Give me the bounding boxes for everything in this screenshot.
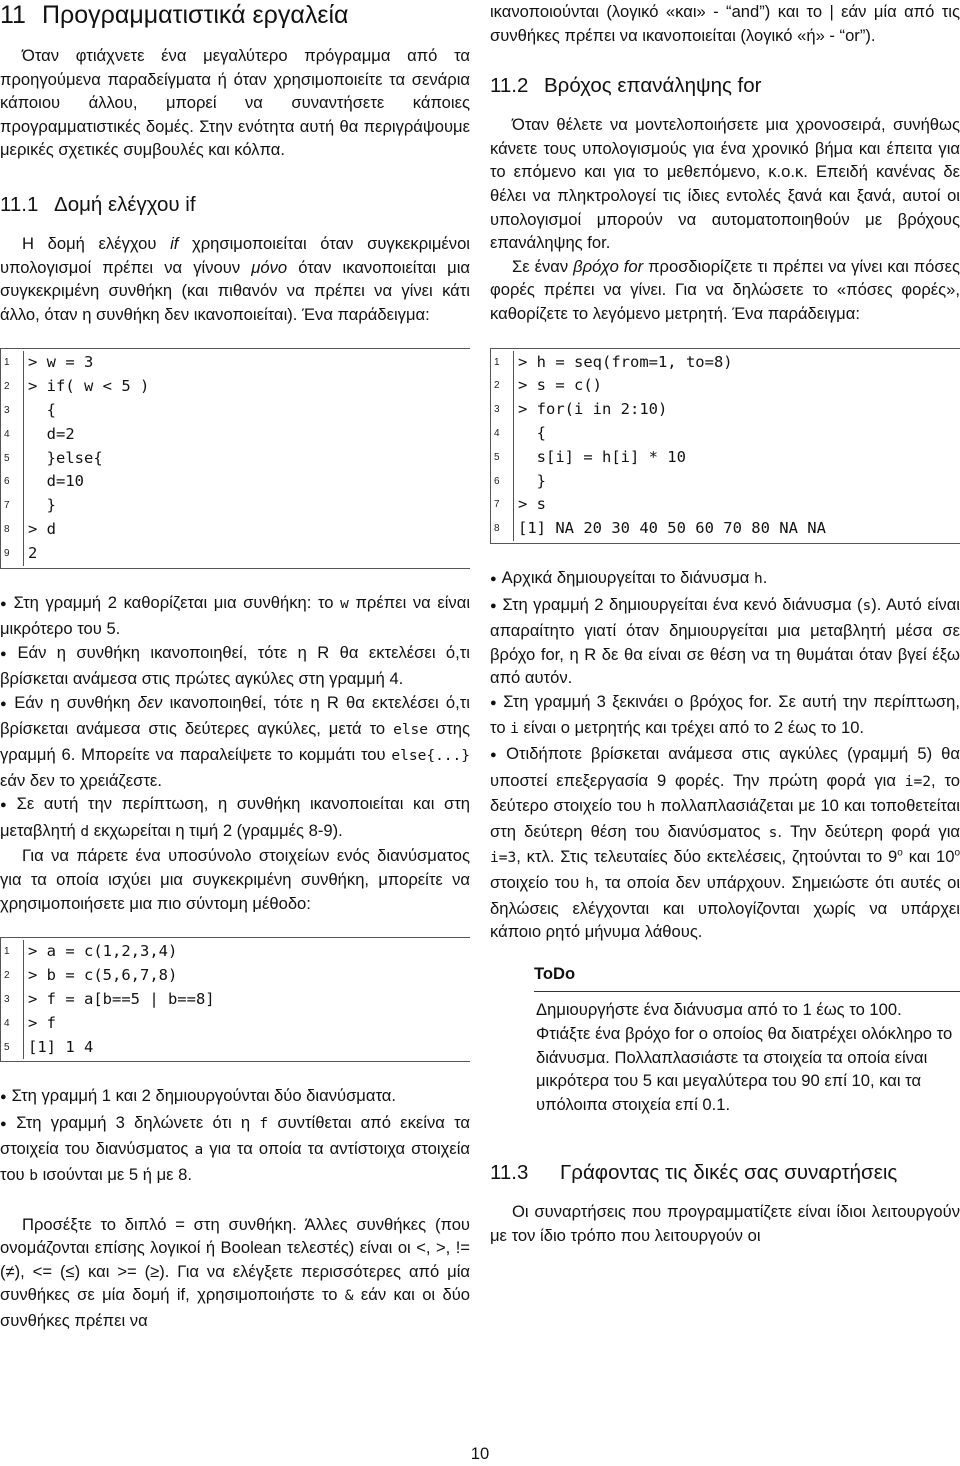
line-number: 4 [490, 422, 514, 446]
section-heading-11-3 [490, 1160, 960, 1186]
code-text: 2 [28, 543, 38, 562]
code-text: [1] 1 4 [28, 1037, 94, 1056]
code-text: > w = 3 [28, 353, 94, 372]
code-text: > f = a[b==5 | b==8] [28, 989, 215, 1008]
line-number: 2 [0, 375, 24, 399]
for-example-paragraph: Σε έναν βρόχο for προσδιορίζετε τι πρέπει να γίνει και πόσες φορές πρέπει να γίνει. Για να δηλώσετε το «πόσες φορές», καθορίζετε το λεγόμενο μετρητή. Ένα παράδειγμα: [490, 256, 960, 323]
if-intro-paragraph: Η δομή ελέγχου if χρησιμοποιείται όταν συγκεκριμένοι υπολογισμοί πρέπει να γίνουν μόνο όταν ικανοποιείται μια συγκεκριμένη συνθήκη (και πιθανόν να πρέπει να γίνει κάτι άλλο, όταν η συνθήκη δεν ικανοποιείται). Ένα παράδειγμα: [0, 233, 470, 324]
page-number: 10 [470, 1444, 490, 1463]
line-number: 1 [0, 940, 24, 964]
section-title: Βρόχος επανάληψης for [544, 74, 762, 98]
list-item: ● Εάν η συνθήκη ικανοποιηθεί, τότε η R θα εκτελέσει ό,τι βρίσκεται ανάμεσα στις πρώτες αγκύλες στη γραμμή 4. [0, 641, 470, 691]
code-line [491, 374, 960, 398]
if-bullets [0, 591, 470, 845]
list-item: ● Αρχικά δημιουργείται το διάνυσμα h. [490, 566, 960, 593]
subset-paragraph: Για να πάρετε ένα υποσύνολο στοιχείων ενός διανύσματος για τα οποία ισχύει μια συγκεκριμένη συνθήκη, μπορείτε να χρησιμοποιήσετε μια πιο σύντομη μέθοδο: [0, 846, 470, 913]
code-line [1, 964, 470, 988]
for-bullets [490, 566, 960, 944]
code-text: > d [28, 520, 56, 539]
line-number: 3 [0, 399, 24, 423]
code-text: > h = seq(from=1, to=8) [518, 352, 733, 371]
code-line [1, 423, 470, 447]
line-number: 5 [490, 446, 514, 470]
code-text: [1] NA 20 30 40 50 60 70 80 NA NA [518, 519, 826, 538]
subset-bullets [0, 1084, 470, 1188]
code-text: { [518, 424, 546, 443]
list-item: ● Στη γραμμή 2 δημιουργείται ένα κενό διάνυσμα (s). Αυτό είναι απαραίτητο γιατί όταν δημιουργείται μια μεταβλητή μέσα σε βρόχο for, η R δε θα είναι σε θέση να τη θυμάται όταν βγεί έξω από αυτόν. [490, 593, 960, 690]
code-line [491, 351, 960, 375]
code-listing-for [490, 348, 960, 544]
section-heading-11-2 [490, 73, 960, 99]
section-heading-11-1 [0, 192, 470, 218]
list-item: ● Στη γραμμή 2 καθορίζεται μια συνθήκη: το w πρέπει να είναι μικρότερο του 5. [0, 591, 470, 641]
code-text: > a = c(1,2,3,4) [28, 942, 178, 961]
operators-paragraph: Προσέξτε το διπλό = στη συνθήκη. Άλλες συνθήκες (που ονομάζονται επίσης λογικοί ή Boolean τελεστές) είναι οι <, >, != (≠), <= (≤) και >= (≥). Για να ελέγξετε περισσότερες από μία συνθήκες σε μία δομή if, χρησιμοποιήστε το & εάν και οι δύο συνθήκες πρέπει να [0, 1214, 471, 1330]
line-number: 3 [0, 988, 24, 1012]
code-line [1, 940, 470, 964]
code-text: > s [518, 495, 546, 514]
continued-paragraph: ικανοποιούνται (λογικό «και» - “and”) και το | εάν μία από τις συνθήκες πρέπει να ικανοποιείται (λογικό «ή» - “or”). [490, 2, 960, 45]
list-item: ● Οτιδήποτε βρίσκεται ανάμεσα στις αγκύλες (γραμμή 5) θα υποστεί επεξεργασία 9 φορές. Την πρώτη φορά για i=2, το δεύτερο στοιχείο του h πολλαπλασιάζεται με 10 και τοποθετείται στη δεύτερη θέση του διανύσματος s. Την δεύτερη φορά για i=3, κτλ. Στις τελευταίες δύο εκτελέσεις, ζητούνται το $9^o$ και $10^o$ στοιχείο του h, τα οποία δεν υπάρχουν. Σημειώστε ότι αυτές οι δηλώσεις ελέγχονται και υπολογίζονται χωρίς να υπάρχει κάποιο ρητό μήνυμα λάθους. [490, 742, 960, 944]
intro-paragraph: Όταν φτιάχνετε ένα μεγαλύτερο πρόγραμμα από τα προηγούμενα παραδείγματα ή όταν χρησιμοποιείτε τα σενάρια κάποιου άλλου, μπορεί να συναντήσετε κάποιες προγραμματιστικές δομές. Στην ενότητα αυτή θα περιγράψουμε μερικές σχετικές συμβουλές και κόλπα. [0, 46, 470, 160]
line-number: 3 [490, 398, 514, 422]
code-text: > s = c() [518, 376, 602, 395]
line-number: 2 [490, 374, 514, 398]
list-item: ● Εάν η συνθήκη δεν ικανοποιηθεί, τότε η R θα εκτελέσει ό,τι βρίσκεται ανάμεσα στις δεύτερες αγκύλες, μετά το else στης γραμμή 6. Μπορείτε να παραλείψετε το κομμάτι του else{...} εάν δεν το χρειάζεστε. [0, 691, 470, 792]
code-text: s[i] = h[i] * 10 [518, 447, 686, 466]
list-item: ● Στη γραμμή 3 δηλώνετε ότι η f συντίθεται από εκείνα τα στοιχεία του διανύσματος a για τα οποία τα αντίστοιχα στοιχεία του b ισούνται με 5 ή με 8. [0, 1111, 470, 1189]
todo-title: ToDo [534, 963, 576, 983]
code-line [1, 399, 470, 423]
code-line [491, 398, 960, 422]
line-number: 6 [0, 470, 24, 494]
code-text: d=10 [28, 472, 84, 491]
line-number: 2 [0, 964, 24, 988]
code-line [1, 1035, 470, 1059]
line-number: 8 [0, 518, 24, 542]
todo-content [534, 991, 960, 1116]
list-item: ● Σε αυτή την περίπτωση, η συνθήκη ικανοποιείται και στη μεταβλητή d εκχωρείται η τιμή 2 (γραμμές 8-9). [0, 792, 470, 844]
code-text: { [28, 401, 56, 420]
todo-box [490, 962, 960, 1117]
section-title: Δομή ελέγχου if [54, 192, 196, 216]
code-line [1, 988, 470, 1012]
code-line [491, 493, 960, 517]
code-line [1, 518, 470, 542]
list-item: ● Στη γραμμή 3 ξεκινάει ο βρόχος for. Σε αυτή την περίπτωση, το i είναι ο μετρητής και τρέχει από το 2 έως το 10. [490, 690, 960, 742]
section-number: 11.2 [490, 74, 529, 98]
code-text: d=2 [28, 424, 75, 443]
line-number: 6 [490, 470, 514, 494]
code-line [1, 494, 470, 518]
section-number: 11.1 [0, 192, 39, 216]
code-line [1, 542, 470, 566]
left-column [0, 0, 470, 1333]
code-text: > b = c(5,6,7,8) [28, 966, 178, 985]
for-intro-paragraph: Όταν θέλετε να μοντελοποιήσετε μια χρονοσειρά, συνήθως κάνετε τους υπολογισμούς για ένα χρονικό βήμα και έπειτα για το επόμενο και για το μεθεπόμενο, κ.ο.κ. Επειδή κανένας δε θέλει να πληκτρολογεί τις ίδιες εντολές ξανά και ξανά, αυτοί οι υπολογισμοί μπορούν να αυτοματοποιηθούν με βρόχους επανάληψης for. [490, 115, 960, 253]
line-number: 8 [490, 517, 514, 541]
section-title: Γράφοντας τις δικές σας συναρτήσεις [560, 1161, 898, 1185]
code-text: > if( w < 5 ) [28, 377, 150, 396]
code-text: > f [28, 1013, 56, 1032]
line-number: 5 [0, 1035, 24, 1059]
code-line [491, 470, 960, 494]
code-text: }else{ [28, 448, 103, 467]
code-line [1, 447, 470, 471]
code-line [491, 422, 960, 446]
section-number: 11.3 [490, 1161, 529, 1185]
chapter-title: Προγραμματιστικά εργαλεία [42, 1, 349, 29]
functions-paragraph: Οι συναρτήσεις που προγραμματίζετε είναι ίδιοι λειτουργούν με τον ίδιο τρόπο που λειτουργούν οι [490, 1202, 960, 1245]
line-number: 4 [0, 1012, 24, 1036]
line-number: 1 [490, 351, 514, 375]
code-text: } [518, 471, 546, 490]
line-number: 7 [0, 494, 24, 518]
right-column [490, 0, 960, 1248]
code-line [1, 1012, 470, 1036]
code-line [1, 351, 470, 375]
todo-text: Δημιουργήστε ένα διάνυσμα από το 1 έως το 100. Φτιάξτε ένα βρόχο for ο οποίος θα διατρέχει ολόκληρο το διάνυσμα. Πολλαπλασιάστε τα στοιχεία τα οποία είναι μικρότερα του 5 και μεγαλύτερα του 90 επί 10, και τα υπόλοιπα στοιχεία επί 0.1. [536, 1000, 953, 1114]
code-listing-subset [0, 937, 470, 1062]
line-number: 4 [0, 423, 24, 447]
code-line [1, 470, 470, 494]
code-text: > for(i in 2:10) [518, 400, 668, 419]
line-number: 9 [0, 542, 24, 566]
line-number: 7 [490, 493, 514, 517]
code-line [491, 446, 960, 470]
list-item: ● Στη γραμμή 1 και 2 δημιουργούνται δύο διανύσματα. [0, 1084, 470, 1111]
chapter-number: 11 [0, 1, 26, 29]
chapter-heading [0, 0, 470, 30]
line-number: 1 [0, 351, 24, 375]
line-number: 5 [0, 447, 24, 471]
code-line [491, 517, 960, 541]
code-text: } [28, 496, 56, 515]
code-line [1, 375, 470, 399]
code-listing-if [0, 348, 470, 568]
